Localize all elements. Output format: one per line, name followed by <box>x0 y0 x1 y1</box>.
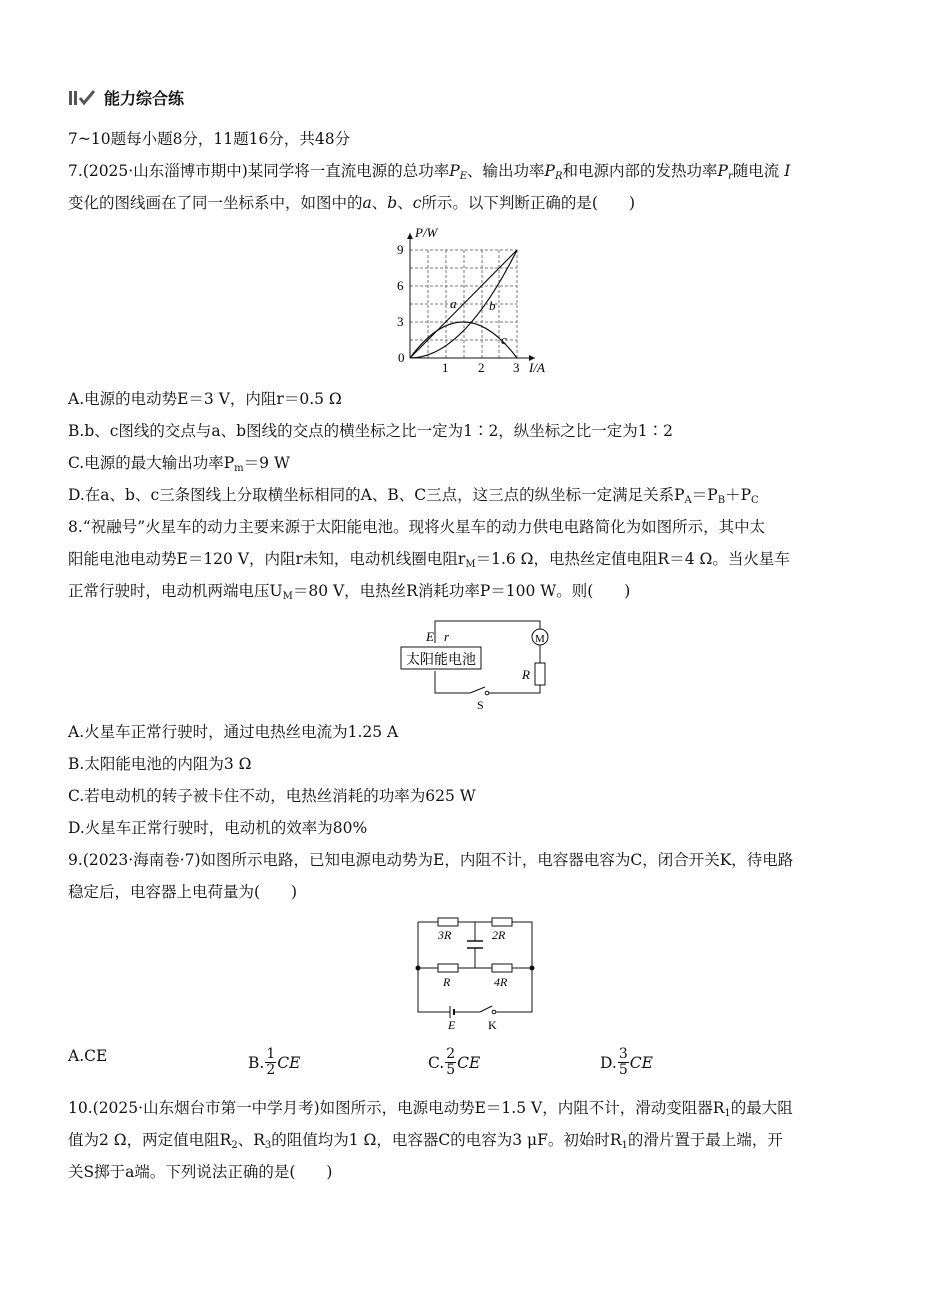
q7-option-a[interactable]: A.电源的电动势E＝3 V，内阻r＝0.5 Ω <box>68 390 342 408</box>
q9-option-c[interactable]: C. $\frac{2}{5}$ CE <box>428 1046 481 1078</box>
q10-line-3: 关S掷于a端。下列说法正确的是( ) <box>68 1163 333 1181</box>
resistor-r <box>535 663 545 685</box>
q9-option-b[interactable]: B. $\frac{1}{2}$ CE <box>248 1046 301 1078</box>
x-tick: 1 <box>442 360 449 375</box>
curve-label-b: b <box>489 298 496 313</box>
svg-text:S: S <box>477 698 484 712</box>
q7-line-1: 7.(2025·山东淄博市期中)某同学将一直流电源的总功率$P_E$、输出功率$P_R$和电源内部的发热功率$P_r$随电流 I <box>68 162 791 182</box>
q9-circuit <box>412 914 542 1032</box>
q8-circuit <box>395 613 555 713</box>
y-tick: 3 <box>397 314 404 329</box>
section-title: 能力综合练 <box>104 89 185 108</box>
resistor-r <box>438 964 458 972</box>
svg-text:K: K <box>488 1018 497 1032</box>
svg-text:r: r <box>444 629 450 644</box>
q7-option-b[interactable]: B.b、c图线的交点与a、b图线的交点的横坐标之比一定为1∶2，纵坐标之比一定为1∶2 <box>68 422 674 440</box>
svg-text:太阳能电池: 太阳能电池 <box>406 653 476 668</box>
x-tick: 2 <box>478 360 485 375</box>
q7-graph <box>395 225 565 375</box>
q8-line-1: 8.“祝融号”火星车的动力主要来源于太阳能电池。现将火星车的动力供电电路简化为如图所示，其中太 <box>68 518 766 536</box>
resistor-4r <box>492 964 512 972</box>
q7-option-c[interactable]: C.电源的最大输出功率$P_m=9$ W <box>68 454 290 474</box>
curve-label-a: a <box>450 296 457 311</box>
svg-text:R: R <box>522 667 530 682</box>
q7-line-2: 变化的图线画在了同一坐标系中，如图中的a、b、c所示。以下判断正确的是( ) <box>68 194 636 212</box>
svg-text:R: R <box>443 975 451 989</box>
q8-line-2: 阳能电池电动势E＝120 V，内阻r未知，电动机线圈电阻$r_M=1.6$ Ω，电热丝定值电阻R＝4 Ω。当火星车 <box>68 550 790 570</box>
q9-option-a[interactable]: A.CE <box>68 1047 108 1065</box>
q9-line-1: 9.(2023·海南卷·7)如图所示电路，已知电源电动势为E，内阻不计，电容器电容为C，闭合开关K，待电路 <box>68 851 794 869</box>
q9-line-2: 稳定后，电容器上电荷量为( ) <box>68 883 298 901</box>
y-tick: 6 <box>397 278 404 293</box>
y-tick: 9 <box>397 242 404 257</box>
section-header <box>68 86 184 109</box>
x-label: I/A <box>529 360 545 375</box>
y-tick: 0 <box>398 350 405 365</box>
q8-option-b[interactable]: B.太阳能电池的内阻为3 Ω <box>68 755 252 773</box>
switch-k <box>480 1006 492 1012</box>
intro-text: 7~10题每小题8分，11题16分，共48分 <box>68 130 351 148</box>
switch-s <box>470 687 485 693</box>
resistor-2r <box>492 918 512 926</box>
svg-text:4R: 4R <box>494 975 508 989</box>
check-icon <box>68 89 96 107</box>
y-label: P/W <box>415 225 438 240</box>
q8-option-c[interactable]: C.若电动机的转子被卡住不动，电热丝消耗的功率为625 W <box>68 787 476 805</box>
resistor-3r <box>438 918 458 926</box>
q8-option-d[interactable]: D.火星车正常行驶时，电动机的效率为80% <box>68 819 368 837</box>
q8-option-a[interactable]: A.火星车正常行驶时，通过电热丝电流为1.25 A <box>68 723 399 741</box>
svg-text:M: M <box>535 633 545 645</box>
q9-option-d[interactable]: D. $\frac{3}{5}$ CE <box>600 1046 653 1078</box>
svg-text:2R: 2R <box>492 928 506 942</box>
x-tick: 3 <box>513 360 520 375</box>
q8-line-3: 正常行驶时，电动机两端电压$U_M=80$ V，电热丝R消耗功率P＝100 W。则( ) <box>68 582 631 602</box>
q7-option-d[interactable]: D.在a、b、c三条图线上分取横坐标相同的A、B、C三点，这三点的纵坐标一定满足关系$P_A=P_B+P_C$ <box>68 486 759 506</box>
svg-text:3R: 3R <box>438 928 452 942</box>
svg-text:E: E <box>448 1018 456 1032</box>
q10-line-1: 10.(2025·山东烟台市第一中学月考)如图所示，电源电动势E＝1.5 V，内阻不计，滑动变阻器$R_1$的最大阻 <box>68 1099 793 1119</box>
svg-text:E: E <box>426 629 434 644</box>
q10-line-2: 值为2 Ω，两定值电阻$R_2$、$R_3$的阻值均为1 Ω，电容器C的电容为3 μF。初始时$R_1$的滑片置于最上端，开 <box>68 1131 783 1151</box>
curve-label-c: c <box>501 332 507 347</box>
